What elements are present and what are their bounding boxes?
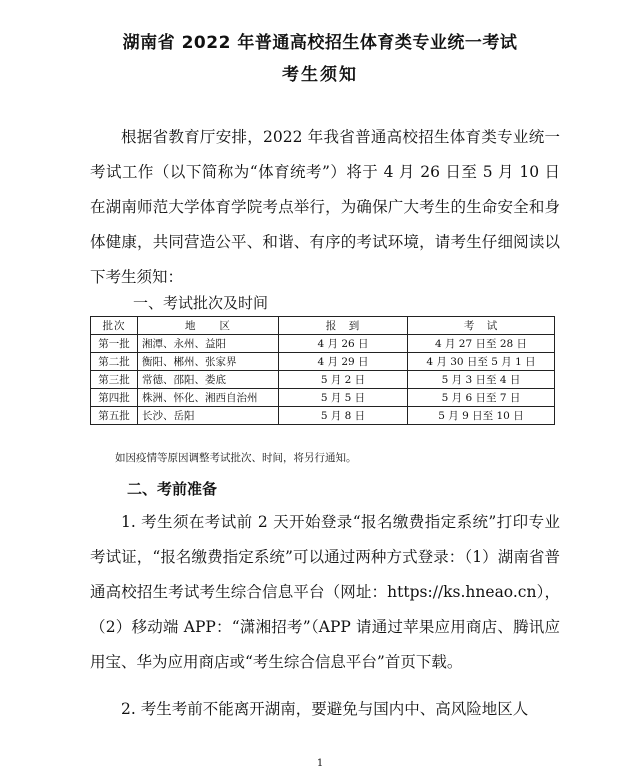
exam-schedule-table bbox=[90, 316, 555, 425]
cell-report: 5 月 5 日 bbox=[279, 389, 408, 407]
page-number: 1 bbox=[316, 758, 324, 769]
table-row bbox=[91, 371, 555, 389]
header-area: 地 区 bbox=[138, 317, 279, 335]
table-header-row bbox=[91, 317, 555, 335]
section-2-item-2: 2. 考生考前不能离开湖南，要避免与国内中、高风险地区人 bbox=[121, 700, 529, 718]
intro-paragraph: 根据省教育厅安排，2022 年我省普通高校招生体育类专业统一考试工作（以下简称为“体育统考”）将于 4 月 26 日至 5 月 10 日在湖南师范大学体育学院考点举行，为确保广大考生的生命安全和身体健康，共同营造公平、和谐、有序的考试环境，请考生仔细阅读以下考生须知： bbox=[90, 128, 560, 286]
cell-batch: 第四批 bbox=[91, 389, 138, 407]
table-note: 如因疫情等原因调整考试批次、时间，将另行通知。 bbox=[115, 452, 357, 464]
cell-report: 4 月 29 日 bbox=[279, 353, 408, 371]
cell-area: 湘潭、永州、益阳 bbox=[138, 335, 279, 353]
cell-area: 长沙、岳阳 bbox=[138, 407, 279, 425]
table-row bbox=[91, 335, 555, 353]
table-row bbox=[91, 389, 555, 407]
cell-exam: 4 月 30 日至 5 月 1 日 bbox=[408, 353, 555, 371]
cell-batch: 第二批 bbox=[91, 353, 138, 371]
cell-report: 5 月 2 日 bbox=[279, 371, 408, 389]
cell-batch: 第五批 bbox=[91, 407, 138, 425]
cell-area: 衡阳、郴州、张家界 bbox=[138, 353, 279, 371]
section-2-heading: 二、考前准备 bbox=[127, 480, 218, 498]
header-exam: 考 试 bbox=[408, 317, 555, 335]
cell-exam: 5 月 9 日至 10 日 bbox=[408, 407, 555, 425]
cell-exam: 5 月 6 日至 7 日 bbox=[408, 389, 555, 407]
document-subtitle: 考生须知 bbox=[282, 65, 358, 85]
cell-area: 株洲、怀化、湘西自治州 bbox=[138, 389, 279, 407]
cell-exam: 4 月 27 日至 28 日 bbox=[408, 335, 555, 353]
cell-batch: 第三批 bbox=[91, 371, 138, 389]
table-row bbox=[91, 407, 555, 425]
cell-area: 常德、邵阳、娄底 bbox=[138, 371, 279, 389]
cell-report: 4 月 26 日 bbox=[279, 335, 408, 353]
header-batch: 批次 bbox=[91, 317, 138, 335]
document-title: 湖南省 2022 年普通高校招生体育类专业统一考试 bbox=[122, 33, 518, 53]
section-2-item-1: 1. 考生须在考试前 2 天开始登录“报名缴费指定系统”打印专业考试证，“报名缴费指定系统”可以通过两种方式登录：（1）湖南省普通高校招生考试考生综合信息平台（网址：https://ks.hneao.cn），（2）移动端 APP：“潇湘招考”（APP 请通过苹果应用商店、腾讯应用宝、华为应用商店或“考生综合信息平台”首页下载。 bbox=[90, 513, 560, 671]
cell-batch: 第一批 bbox=[91, 335, 138, 353]
cell-exam: 5 月 3 日至 4 日 bbox=[408, 371, 555, 389]
section-1-heading: 一、考试批次及时间 bbox=[133, 294, 269, 312]
header-report: 报 到 bbox=[279, 317, 408, 335]
cell-report: 5 月 8 日 bbox=[279, 407, 408, 425]
table-row bbox=[91, 353, 555, 371]
